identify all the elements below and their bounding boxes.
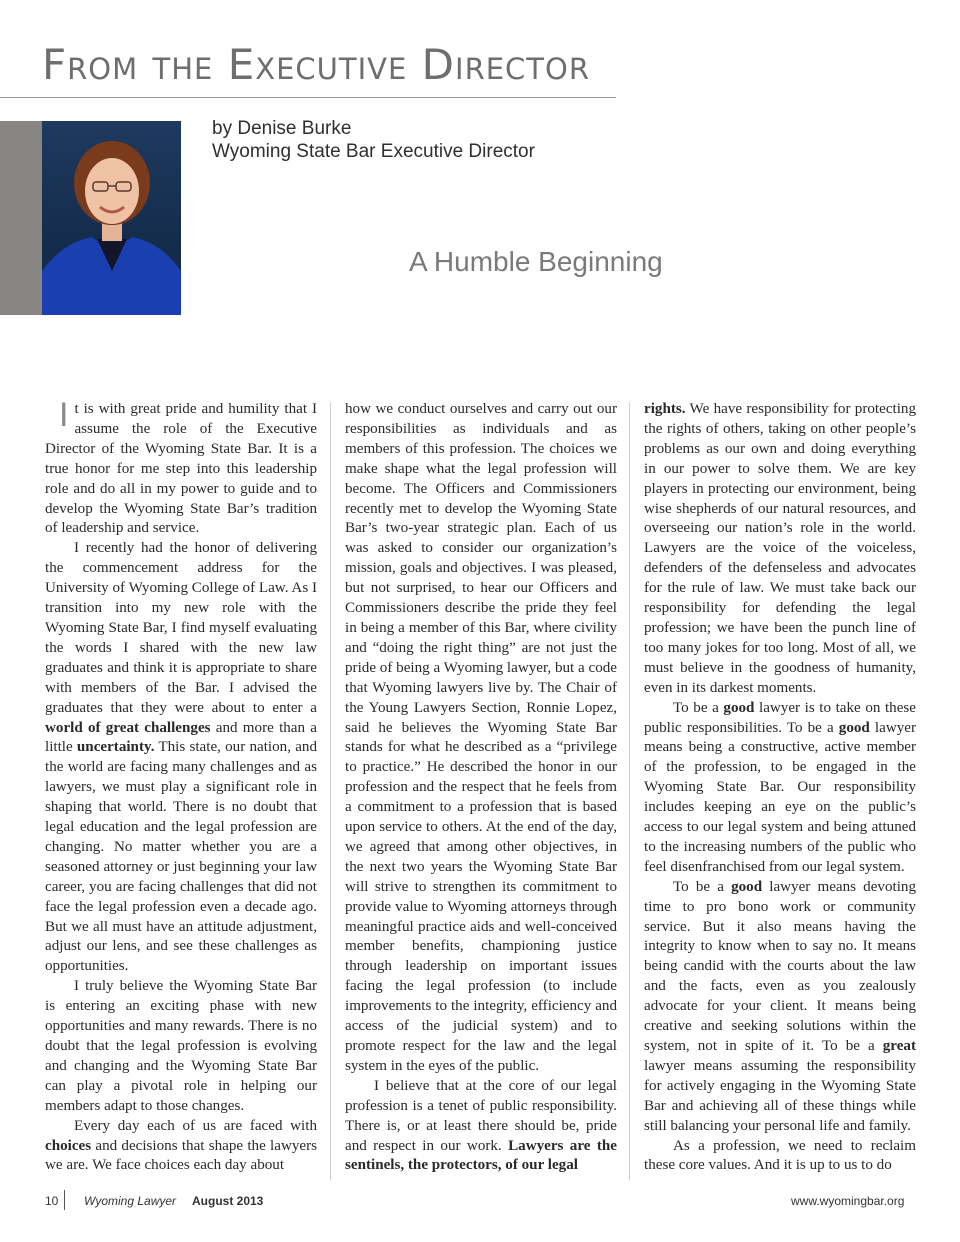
bold-text: rights.: [644, 401, 686, 417]
text: To be a: [673, 699, 724, 716]
text: lawyer means being a constructive, active member of the profession, to be engaged in the Wyoming State Bar. Our responsibility includes keeping an eye on the public’s access to our legal system and being attuned to the increasing numbers of the public who feel disenfranchised from our legal system.: [644, 719, 916, 875]
author-portrait-icon: [42, 121, 181, 315]
column-divider: [330, 402, 331, 1180]
text: I recently had the honor of delivering the commencement address for the University of Wyoming College of Law. As I transition into my new role with the Wyoming State Bar, I find myself evaluating the words I shared with the new law graduates and think it is appropriate to share with members of the Bar. I advised the graduates that they were about to enter a: [45, 540, 317, 716]
byline-author: by Denise Burke: [212, 118, 352, 139]
text: t is with great pride and humility that I assume the role of the Executive Director of the Wyoming State Bar. It is a true honor for me step into this leadership role and do all in my power to guide and to develop the Wyoming State Bar’s tradition of leadership and service.: [45, 401, 317, 537]
text: and decisions that shape the lawyers we are. We face choices each day about: [45, 1137, 317, 1174]
text: To be a: [673, 878, 732, 895]
page-number: 10: [45, 1194, 59, 1208]
bold-text: great: [882, 1038, 916, 1054]
bold-text: good: [731, 878, 763, 895]
byline-role: Wyoming State Bar Executive Director: [212, 141, 535, 162]
bold-text: good: [838, 719, 870, 736]
text: lawyer means assuming the responsibility for actively engaging in the Wyoming State Bar and achieving all of these things while still balancing your personal life and family.: [644, 1057, 916, 1134]
paragraph: [644, 400, 916, 699]
paragraph: [644, 699, 916, 878]
text: We have responsibility for protecting the rights of others, taking on other people’s problems as our own and doing everything in our power to solve them. We are key players in protecting our environment, being wise shepherds of our natural resources, and overseeing our nation’s role in the world. Lawyers are the voice of the voiceless, defenders of the defenseless and advocates for the rule of law. We must take back our responsibility for defending the legal profession; we have been the punch line of too many jokes for too long. Most of all, we must believe in the goodness of humanity, even in its darkest moments.: [644, 401, 916, 696]
paragraph: [644, 878, 916, 1137]
paragraph: [45, 539, 317, 977]
bold-text: uncertainty.: [76, 739, 155, 756]
article-column-2: [345, 400, 617, 1176]
article-title: A Humble Beginning: [409, 246, 663, 277]
bold-text: world of great challenges: [45, 719, 211, 736]
text: lawyer means devoting time to pro bono work or community service. But it also means having the integrity to know when to say no. It means being candid with the courts about the law and the facts, even as you zealously advocate for your client. It means being creative and seeking solutions within the system, not in spite of it. To be a: [644, 878, 916, 1054]
paragraph: As a profession, we need to reclaim these core values. And it is up to us to do: [644, 1137, 916, 1174]
text: Every day each of us are faced with: [74, 1117, 317, 1134]
article-column-1: [45, 396, 317, 1176]
paragraph: [45, 1117, 317, 1177]
bold-text: Lawyers are the sentinels, the protectors, of our legal: [345, 1137, 617, 1174]
issue-date: August 2013: [192, 1194, 264, 1208]
drop-cap: I: [59, 396, 69, 434]
footer-separator: [64, 1190, 65, 1210]
side-accent-bar: [0, 121, 42, 315]
website-url: www.wyomingbar.org: [791, 1194, 905, 1208]
paragraph: how we conduct ourselves and carry out our responsibilities as individuals and as members of this profession. The choices we make shape what the legal profession will become. The Officers and Commissioners recently met to develop the Wyoming State Bar’s two-year strategic plan. Each of us was asked to consider our organization’s mission, goals and objectives. I was pleased, but not surprised, to hear our Officers and Commissioners describe the pride they feel in being a member of this Bar, where civility and “doing the right thing” are not just the pride of being a Wyoming lawyer, but a code that Wyoming lawyers live by. The Chair of the Young Lawyers Section, Ronnie Lopez, said he believes the Wyoming State Bar stands for what he described as a “privilege to practice.” He described the honor in our profession and the respect that he feels from a commitment to a profession that is based upon service to others. At the end of the day, we agreed that among other objectives, in the next two years the Wyoming State Bar will strive to strengthen its commitment to provide value to Wyoming attorneys through meaningful practice aids and well-conceived member benefits, championing justice through leadership on important issues facing the legal profession (to include improvements to the integrity, efficiency and access of the judicial system) and to promote respect for the law and the legal system in the eyes of the public.: [345, 401, 617, 1074]
byline: [212, 117, 535, 163]
paragraph: [345, 1077, 617, 1177]
text: This state, our nation, and the world are facing many challenges and as lawyers, we must play a significant role in shaping that world. There is no doubt that legal education and the legal profession are changing. No matter whether you are a seasoned attorney or just beginning your law career, you are facing challenges that did not face the legal profession even a decade ago. But we all must have an attitude adjustment, adjust our lens, and see these challenges as opportunities.: [45, 739, 317, 975]
publication-name: Wyoming Lawyer: [84, 1194, 177, 1208]
author-photo: [42, 121, 181, 315]
text: I believe that at the core of our legal profession is a tenet of public responsibility. There is, or at least there should be, pride and respect in our work.: [345, 1077, 617, 1154]
section-masthead: From the Executive Director: [42, 40, 590, 89]
bold-text: choices: [45, 1137, 92, 1154]
paragraph: I truly believe the Wyoming State Bar is entering an exciting phase with new opportunities and many rewards. There is no doubt that the legal profession is evolving and changing and the Wyoming State Bar can play a pivotal role in helping our members adapt to those changes.: [45, 978, 317, 1114]
article-column-3: [644, 400, 916, 1176]
text: and more than a little: [45, 719, 317, 756]
bold-text: good: [723, 699, 755, 716]
column-divider: [629, 402, 630, 1180]
header-rule: [0, 97, 616, 98]
paragraph: [45, 396, 317, 539]
text: lawyer is to take on these public responsibilities. To be a: [644, 699, 916, 736]
